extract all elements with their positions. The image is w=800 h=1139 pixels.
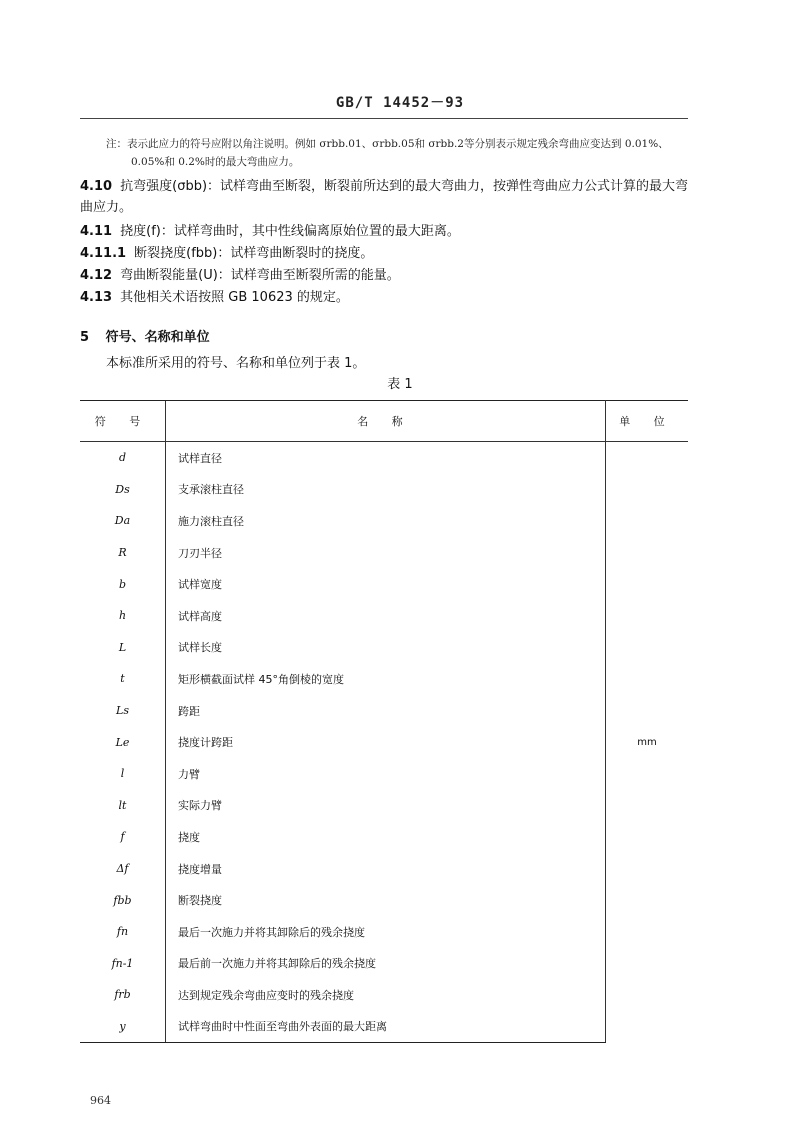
symbol-cell: frb xyxy=(114,988,131,1002)
table-row xyxy=(80,821,688,853)
name-cell: 试样宽度 xyxy=(166,568,606,600)
header-name: 名 称 xyxy=(166,401,606,442)
table-row xyxy=(80,758,688,790)
header-rule xyxy=(80,118,688,119)
symbol-cell: f xyxy=(120,830,125,844)
unit-cell: mm xyxy=(637,736,657,748)
section-number: 5 xyxy=(80,330,90,345)
symbol-cell: fbb xyxy=(113,893,132,907)
clause-4-11-1 xyxy=(80,243,700,264)
table-row xyxy=(80,884,688,916)
header-unit: 单 位 xyxy=(605,401,688,442)
symbol-cell: Ds xyxy=(115,482,130,496)
symbol-cell: b xyxy=(118,577,127,591)
clause-text: 抗弯强度(σbb)：试样弯曲至断裂，断裂前所达到的最大弯曲力，按弹性弯曲应力公式计算的最大弯曲应力。 xyxy=(80,179,689,215)
clause-text: 弯曲断裂能量(U)：试样弯曲至断裂所需的能量。 xyxy=(120,268,400,283)
name-cell: 挠度增量 xyxy=(166,853,606,885)
name-cell: 实际力臂 xyxy=(166,790,606,822)
table-row xyxy=(80,663,688,695)
clause-text: 其他相关术语按照 GB 10623 的规定。 xyxy=(120,290,349,305)
symbol-cell: l xyxy=(120,767,125,781)
header-symbol: 符 号 xyxy=(80,401,166,442)
symbol-cell: fn xyxy=(116,925,129,939)
table-row xyxy=(80,790,688,822)
name-cell: 试样直径 xyxy=(166,442,606,474)
clause-4-13 xyxy=(80,287,700,308)
name-cell: 试样长度 xyxy=(166,632,606,664)
symbol-cell: R xyxy=(118,546,127,560)
symbols-table xyxy=(80,400,688,1043)
table-row xyxy=(80,600,688,632)
standard-code-header: GB/T 14452－93 xyxy=(335,95,465,111)
symbol-cell: lt xyxy=(118,798,127,812)
table-caption: 表 1 xyxy=(387,377,413,392)
name-cell: 最后前一次施力并将其卸除后的残余挠度 xyxy=(166,948,606,980)
symbol-cell: y xyxy=(80,1011,166,1043)
table-row xyxy=(80,948,688,980)
symbol-cell: Da xyxy=(114,514,131,528)
table-row xyxy=(80,568,688,600)
table-row xyxy=(80,695,688,727)
clause-number: 4.11 xyxy=(80,224,113,239)
symbol-cell: L xyxy=(118,640,127,654)
table-row xyxy=(80,916,688,948)
table-body xyxy=(80,442,688,1043)
symbol-cell: h xyxy=(118,609,127,623)
name-cell: 达到规定残余弯曲应变时的残余挠度 xyxy=(166,979,606,1011)
name-cell: 施力滚柱直径 xyxy=(166,505,606,537)
table-row xyxy=(80,979,688,1011)
clause-number: 4.11.1 xyxy=(80,246,127,261)
name-cell: 跨距 xyxy=(166,695,606,727)
clause-number: 4.10 xyxy=(80,179,113,194)
name-cell: 断裂挠度 xyxy=(166,884,606,916)
clause-4-10 xyxy=(80,176,700,218)
name-cell: 支承滚柱直径 xyxy=(166,474,606,506)
name-cell: 试样高度 xyxy=(166,600,606,632)
table-row xyxy=(80,632,688,664)
note xyxy=(106,135,696,171)
symbol-cell: fn-1 xyxy=(111,956,134,970)
clause-4-12 xyxy=(80,265,700,286)
section-title: 符号、名称和单位 xyxy=(105,330,210,345)
name-cell: 矩形横截面试样 45°角倒棱的宽度 xyxy=(166,663,606,695)
name-cell: 力臂 xyxy=(166,758,606,790)
intro-paragraph: 本标准所采用的符号、名称和单位列于表 1。 xyxy=(106,356,366,371)
clause-text: 断裂挠度(fbb)：试样弯曲断裂时的挠度。 xyxy=(134,246,374,261)
note-line-1: 注：表示此应力的符号应附以角注说明。例如 σrbb.01、σrbb.05和 σrbb.2等分别表示规定残余弯曲应变达到 0.01%、 xyxy=(106,138,669,150)
clause-text: 挠度(f)：试样弯曲时，其中性线偏离原始位置的最大距离。 xyxy=(120,224,460,239)
clause-number: 4.12 xyxy=(80,268,113,283)
section-heading xyxy=(80,326,210,345)
table-row xyxy=(80,505,688,537)
name-cell: 最后一次施力并将其卸除后的残余挠度 xyxy=(166,916,606,948)
table-row xyxy=(80,726,688,758)
symbol-cell: Le xyxy=(115,735,130,749)
name-cell: 挠度计跨距 xyxy=(166,726,606,758)
table-row xyxy=(80,1011,688,1043)
symbol-cell: t xyxy=(120,672,125,686)
name-cell: 刀刃半径 xyxy=(166,537,606,569)
table-row xyxy=(80,442,688,474)
clause-number: 4.13 xyxy=(80,290,113,305)
table-row xyxy=(80,474,688,506)
table-row xyxy=(80,853,688,885)
clause-4-11 xyxy=(80,221,700,242)
note-line-2: 0.05%和 0.2%时的最大弯曲应力。 xyxy=(131,156,300,168)
symbol-cell: Ls xyxy=(116,704,129,718)
page-number: 964 xyxy=(90,1094,111,1107)
name-cell: 挠度 xyxy=(166,821,606,853)
symbol-cell: Δf xyxy=(116,862,129,876)
table-row xyxy=(80,537,688,569)
table-header-row xyxy=(80,401,688,442)
symbol-cell: d xyxy=(118,451,127,465)
name-cell: 试样弯曲时中性面至弯曲外表面的最大距离 xyxy=(166,1011,606,1043)
